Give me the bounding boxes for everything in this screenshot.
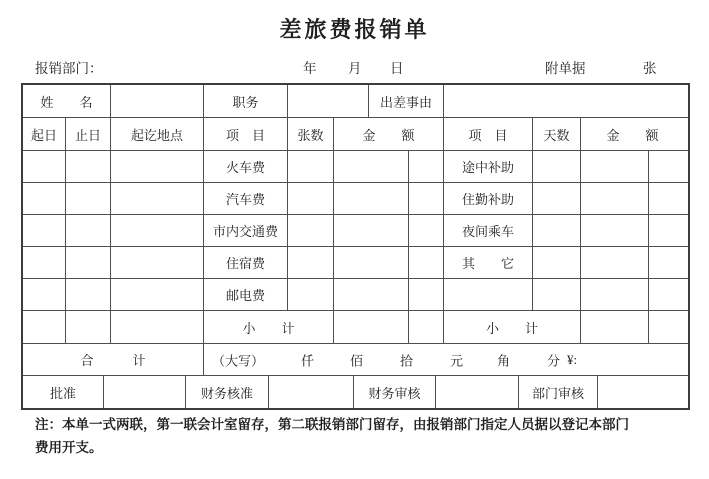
approve-label: 批准 xyxy=(23,376,104,408)
col-header-end-date: 止日 xyxy=(66,118,111,150)
position-value-cell xyxy=(288,85,369,117)
daxie-label: （大写） xyxy=(212,353,265,368)
amount-major-cell xyxy=(334,311,409,343)
form-meta-row xyxy=(0,57,709,75)
amount-major-cell xyxy=(334,247,409,278)
end-date-cell xyxy=(66,151,111,182)
route-cell xyxy=(111,279,204,310)
amount-minor-cell xyxy=(409,183,444,214)
expense-item-label: 汽车费 xyxy=(204,183,288,214)
expense-item-label: 邮电费 xyxy=(204,279,288,310)
start-date-cell xyxy=(23,247,66,278)
start-date-cell xyxy=(23,215,66,246)
dept-audit-sign-cell xyxy=(598,376,684,408)
amount-major-cell xyxy=(581,183,649,214)
amount-minor-cell xyxy=(649,311,684,343)
total-amount-in-words-cell xyxy=(204,344,684,375)
unit-hundred: 佰 xyxy=(350,353,364,368)
amount-major-cell xyxy=(581,311,649,343)
identity-row xyxy=(23,85,688,118)
col-header-amount-right: 金 额 xyxy=(606,127,659,143)
col-header-start-date: 起日 xyxy=(23,118,66,150)
year-label: 年 xyxy=(303,61,317,76)
dept-audit-label: 部门审核 xyxy=(519,376,598,408)
form-title: 差旅费报销单 xyxy=(279,17,430,42)
name-value-cell xyxy=(111,85,204,117)
route-cell xyxy=(111,247,204,278)
days-value-cell xyxy=(533,215,581,246)
expense-item-label: 火车费 xyxy=(204,151,288,182)
end-date-cell xyxy=(66,311,111,343)
route-cell xyxy=(111,183,204,214)
footnote-line2: 费用开支。 xyxy=(35,440,103,455)
subtotal-left-label: 小 计 xyxy=(204,311,334,343)
amount-minor-cell xyxy=(649,247,684,278)
amount-minor-cell xyxy=(409,311,444,343)
col-header-item-left: 项 目 xyxy=(204,118,288,150)
days-value-cell xyxy=(533,183,581,214)
position-label: 职务 xyxy=(204,85,288,117)
unit-yuan: 元 xyxy=(450,353,464,368)
unit-ten: 拾 xyxy=(400,353,414,368)
col-header-days: 天数 xyxy=(533,118,581,150)
allowance-item-label xyxy=(444,279,533,310)
amount-major-cell xyxy=(334,279,409,310)
col-header-sheets: 张数 xyxy=(288,118,334,150)
sheets-value-cell xyxy=(288,151,334,182)
amount-minor-cell xyxy=(649,151,684,182)
sheets-value-cell xyxy=(288,279,334,310)
end-date-cell xyxy=(66,215,111,246)
unit-thousand: 仟 xyxy=(301,353,315,368)
expense-row-train xyxy=(23,151,688,183)
total-row xyxy=(23,344,688,376)
currency-yen-label: ¥: xyxy=(567,351,578,367)
finance-approve-label: 财务核准 xyxy=(186,376,269,408)
amount-major-cell xyxy=(581,247,649,278)
expense-row-postage xyxy=(23,279,688,311)
finance-audit-sign-cell xyxy=(436,376,519,408)
end-date-cell xyxy=(66,247,111,278)
expense-item-label: 住宿费 xyxy=(204,247,288,278)
day-label: 日 xyxy=(390,61,404,76)
trip-reason-label: 出差事由 xyxy=(369,85,444,117)
expense-row-bus xyxy=(23,183,688,215)
expense-row-city-transport xyxy=(23,215,688,247)
start-date-cell xyxy=(23,183,66,214)
amount-major-cell xyxy=(581,215,649,246)
days-value-cell xyxy=(533,279,581,310)
sheets-value-cell xyxy=(288,247,334,278)
amount-minor-cell xyxy=(409,151,444,182)
amount-major-cell xyxy=(334,215,409,246)
start-date-cell xyxy=(23,279,66,310)
amount-minor-cell xyxy=(649,279,684,310)
attachment-unit-label: 张 xyxy=(643,61,657,76)
expense-item-label: 市内交通费 xyxy=(204,215,288,246)
column-header-row xyxy=(23,118,688,151)
amount-major-cell xyxy=(581,151,649,182)
approve-sign-cell xyxy=(104,376,186,408)
amount-minor-cell xyxy=(409,247,444,278)
end-date-cell xyxy=(66,279,111,310)
amount-minor-cell xyxy=(409,215,444,246)
amount-minor-cell xyxy=(409,279,444,310)
sheets-value-cell xyxy=(288,215,334,246)
total-label: 合 计 xyxy=(23,344,204,375)
amount-major-cell xyxy=(334,151,409,182)
col-header-amount-left: 金 额 xyxy=(334,118,444,150)
approval-row xyxy=(23,376,688,408)
allowance-item-label: 途中补助 xyxy=(444,151,533,182)
amount-major-cell xyxy=(334,183,409,214)
footnote-line1: 注：本单一式两联，第一联会计室留存，第二联报销部门留存，由报销部门指定人员据以登记本部门 xyxy=(35,417,629,432)
amount-minor-cell xyxy=(649,183,684,214)
days-value-cell xyxy=(533,151,581,182)
start-date-cell xyxy=(23,151,66,182)
month-label: 月 xyxy=(348,61,362,76)
trip-reason-value-cell xyxy=(444,85,684,117)
col-header-route: 起讫地点 xyxy=(111,118,204,150)
unit-fen: 分 xyxy=(547,353,561,368)
finance-audit-label: 财务审核 xyxy=(354,376,436,408)
department-label: 报销部门： xyxy=(35,61,103,76)
route-cell xyxy=(111,151,204,182)
finance-approve-sign-cell xyxy=(269,376,354,408)
form-footnote xyxy=(35,413,690,459)
amount-minor-cell xyxy=(649,215,684,246)
allowance-item-label: 夜间乘车 xyxy=(444,215,533,246)
name-label: 姓 名 xyxy=(23,85,111,117)
expense-form-table xyxy=(21,83,690,410)
amount-major-cell xyxy=(581,279,649,310)
subtotal-row xyxy=(23,311,688,344)
allowance-item-label: 住勤补助 xyxy=(444,183,533,214)
start-date-cell xyxy=(23,311,66,343)
sheets-value-cell xyxy=(288,183,334,214)
days-value-cell xyxy=(533,247,581,278)
attachment-label: 附单据 xyxy=(545,61,586,76)
unit-jiao: 角 xyxy=(497,353,511,368)
col-header-item-right: 项 目 xyxy=(444,118,533,150)
allowance-item-label: 其 它 xyxy=(444,247,533,278)
route-cell xyxy=(111,311,204,343)
route-cell xyxy=(111,215,204,246)
end-date-cell xyxy=(66,183,111,214)
subtotal-right-label: 小 计 xyxy=(444,311,581,343)
expense-row-lodging xyxy=(23,247,688,279)
